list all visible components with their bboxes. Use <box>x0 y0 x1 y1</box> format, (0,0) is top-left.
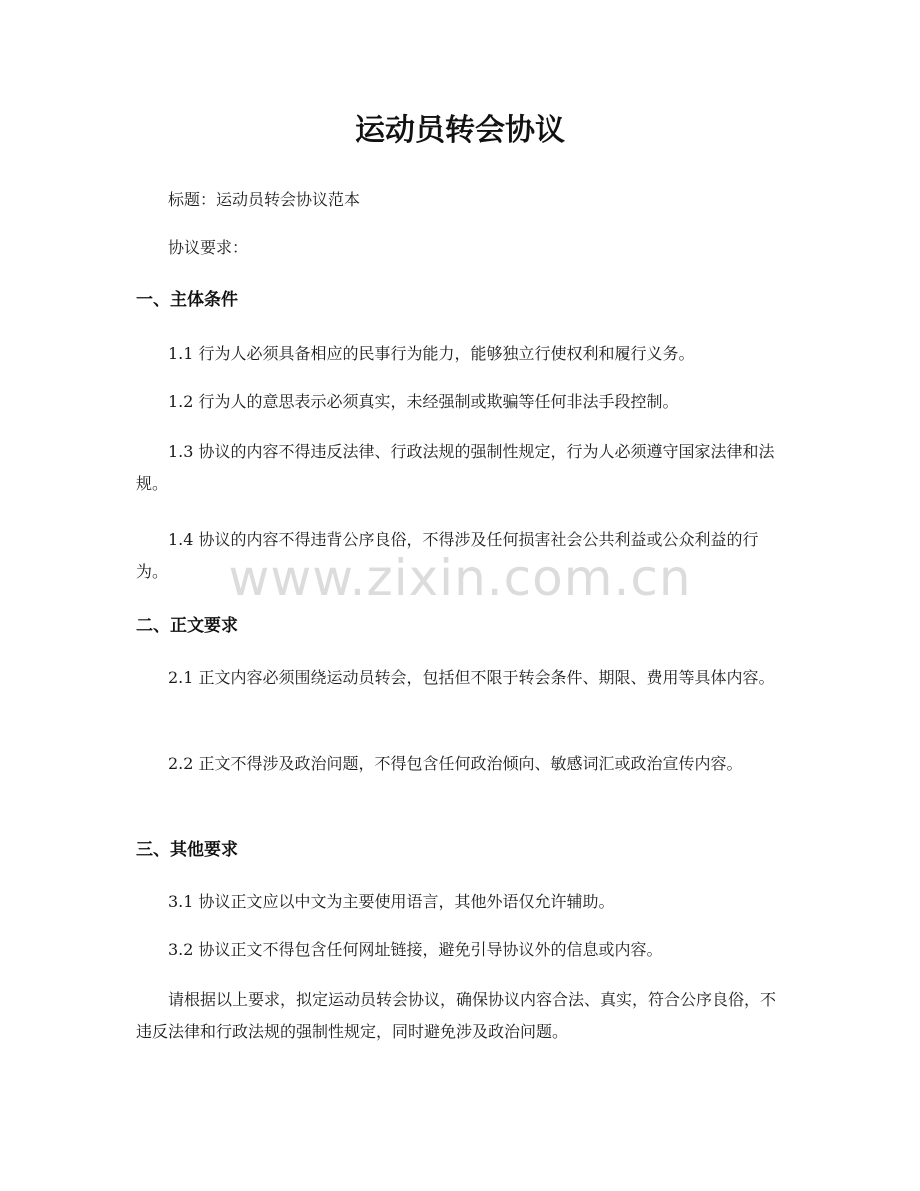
document-title: 运动员转会协议 <box>355 113 565 148</box>
clause-1-3: 1.3 协议的内容不得违反法律、行政法规的强制性规定，行为人必须遵守国家法律和法规。 <box>136 442 775 493</box>
document-subtitle: 标题：运动员转会协议范本 <box>168 190 361 209</box>
clause-1-4: 1.4 协议的内容不得违背公序良俗，不得涉及任何损害社会公共利益或公众利益的行为。 <box>136 530 759 581</box>
section-heading-3: 三、其他要求 <box>136 840 238 860</box>
watermark-text: www.zixin.com.cn <box>228 549 692 607</box>
section-heading-2: 二、正文要求 <box>136 616 238 636</box>
clause-3-1: 3.1 协议正文应以中文为主要使用语言，其他外语仅允许辅助。 <box>168 892 615 911</box>
requirements-label: 协议要求： <box>168 238 249 257</box>
section-heading-1: 一、主体条件 <box>136 290 238 310</box>
clause-1-2: 1.2 行为人的意思表示必须真实，未经强制或欺骗等任何非法手段控制。 <box>168 392 679 411</box>
clause-3-2: 3.2 协议正文不得包含任何网址链接，避免引导协议外的信息或内容。 <box>168 940 663 959</box>
clause-1-1: 1.1 行为人必须具备相应的民事行为能力，能够独立行使权利和履行义务。 <box>168 344 695 363</box>
clause-2-2: 2.2 正文不得涉及政治问题，不得包含任何政治倾向、敏感词汇或政治宣传内容。 <box>168 754 743 773</box>
closing-paragraph: 请根据以上要求，拟定运动员转会协议，确保协议内容合法、真实，符合公序良俗，不违反法律和行政法规的强制性规定，同时避免涉及政治问题。 <box>136 990 777 1041</box>
clause-2-1: 2.1 正文内容必须围绕运动员转会，包括但不限于转会条件、期限、费用等具体内容。 <box>168 668 775 687</box>
